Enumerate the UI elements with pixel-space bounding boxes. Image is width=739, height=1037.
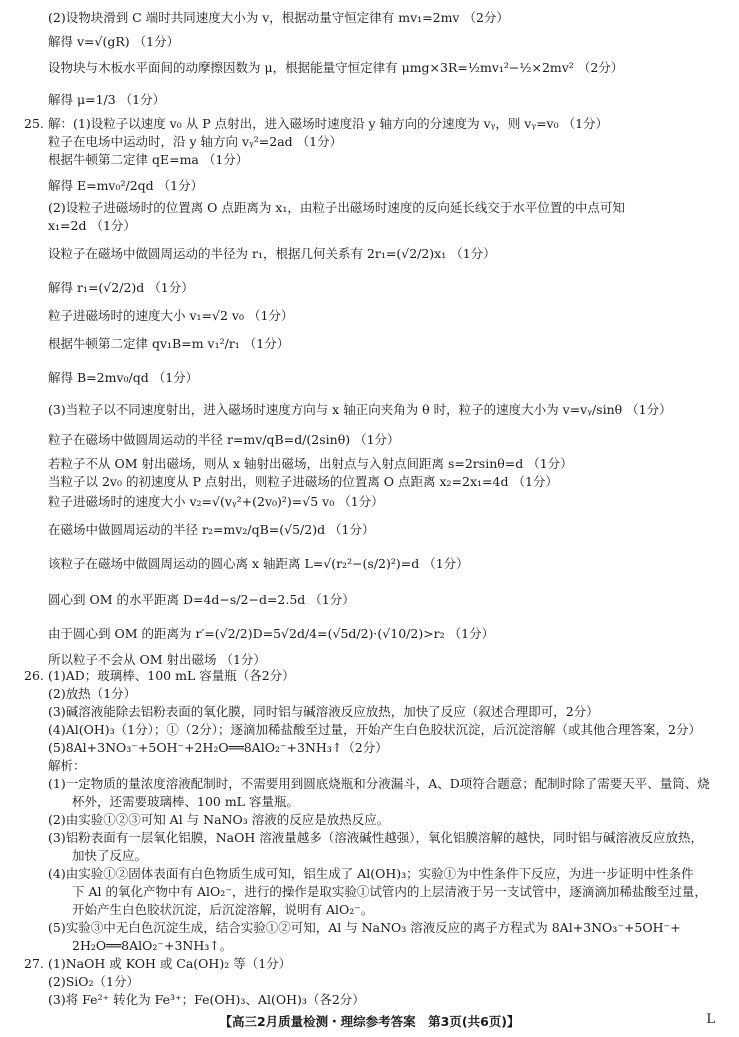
answer-line: x₁=2d （1分）: [48, 218, 136, 233]
answer-line: 开始产生白色胶状沉淀，后沉淀溶解，说明有 AlO₂⁻。: [72, 902, 374, 917]
answer-line: 下 Al 的氧化产物中有 AlO₂⁻，进行的操作是取实验①试管内的上层清液于另一支试管中，逐滴滴加稀盐酸至过量，: [72, 884, 707, 899]
answer-line: 解得 E=mv₀²/2qd （1分）: [48, 178, 204, 193]
answer-line: 杯外，还需要玻璃棒、100 mL 容量瓶。: [72, 794, 299, 809]
answer-line: 解得 r₁=(√2/2)d （1分）: [48, 280, 194, 295]
answer-line: 解析：: [48, 758, 86, 773]
answer-line: 粒子进磁场时的速度大小 v₁=√2 v₀ （1分）: [48, 308, 294, 323]
answer-line: (2)放热（1分）: [48, 686, 137, 701]
answer-line: (1)一定物质的量浓度溶液配制时，不需要用到圆底烧瓶和分液漏斗，A、D项符合题意；配制时除了需要天平、量筒、烧: [48, 776, 710, 791]
answer-line: (5)8Al+3NO₃⁻+5OH⁻+2H₂O══8AlO₂⁻+3NH₃↑（2分）: [48, 740, 388, 755]
answer-line: (3)当粒子以不同速度射出，进入磁场时速度方向与 x 轴正向夹角为 θ 时，粒子的速度大小为 v=vᵧ/sinθ （1分）: [48, 402, 672, 417]
answer-line: 所以粒子不会从 OM 射出磁场 （1分）: [48, 652, 266, 667]
answer-line: (3)碱溶液能除去铝粉表面的氧化膜，同时铝与碱溶液反应放热，加快了反应（叙述合理即可，2分）: [48, 704, 599, 719]
answer-line: (2)设粒子进磁场时的位置离 O 点距离为 x₁，由粒子出磁场时速度的反向延长线交于水平位置的中点可知: [48, 200, 625, 215]
answer-line: 粒子在电场中运动时，沿 y 轴方向 vᵧ²=2ad （1分）: [48, 134, 343, 149]
answer-line: 加快了反应。: [72, 848, 148, 863]
answer-line: (2)由实验①②③可知 Al 与 NaNO₃ 溶液的反应是放热反应。: [48, 812, 390, 827]
footer-mark: L: [706, 1012, 715, 1027]
answer-line: 当粒子以 2v₀ 的初速度从 P 点射出，则粒子进磁场的位置离 O 点距离 x₂=2x₁=4d （1分）: [48, 474, 558, 489]
answer-line: 粒子进磁场时的速度大小 v₂=√(vᵧ²+(2v₀)²)=√5 v₀ （1分）: [48, 494, 384, 509]
answer-line: (1)AD；玻璃棒、100 mL 容量瓶（各2分）: [48, 668, 295, 683]
question-number: 25.: [24, 116, 44, 131]
answer-line: 根据牛顿第二定律 qv₁B=m v₁²/r₁ （1分）: [48, 336, 290, 351]
answer-line: 由于圆心到 OM 的距离为 r′=(√2/2)D=5√2d/4=(√5d/2)·(√10/2)>r₂ （1分）: [48, 626, 495, 641]
answer-line: 根据牛顿第二定律 qE=ma （1分）: [48, 152, 249, 167]
answer-line: 解：(1)设粒子以速度 v₀ 从 P 点射出，进入磁场时速度沿 y 轴方向的分速度为 vᵧ，则 vᵧ=v₀ （1分）: [48, 116, 609, 131]
answer-line: (5)实验③中无白色沉淀生成，结合实验①②可知，Al 与 NaNO₃ 溶液反应的离子方程式为 8Al+3NO₃⁻+5OH⁻+: [48, 920, 681, 935]
answer-line: 解得 v=√(gR) （1分）: [48, 34, 180, 49]
answer-line: (1)NaOH 或 KOH 或 Ca(OH)₂ 等（1分）: [48, 956, 292, 971]
question-number: 26.: [24, 668, 44, 683]
answer-line: 设粒子在磁场中做圆周运动的半径为 r₁，根据几何关系有 2r₁=(√2/2)x₁ （1分）: [48, 246, 496, 261]
answer-line: 该粒子在磁场中做圆周运动的圆心离 x 轴距离 L=√(r₂²−(s/2)²)=d （1分）: [48, 556, 469, 571]
answer-line: 粒子在磁场中做圆周运动的半径 r=mv/qB=d/(2sinθ) （1分）: [48, 432, 400, 447]
question-number: 27.: [24, 956, 44, 971]
answer-line: 解得 B=2mv₀/qd （1分）: [48, 370, 199, 385]
answer-line: (2)SiO₂（1分）: [48, 974, 139, 989]
answer-line: 设物块与木板水平面间的动摩擦因数为 μ，根据能量守恒定律有 μmg×3R=½mv₁²−½×2mv² （2分）: [48, 60, 624, 75]
answer-line: (4)由实验①②固体表面有白色物质生成可知，铝生成了 Al(OH)₃；实验①为中性条件下反应，为进一步证明中性条件: [48, 866, 694, 881]
answer-line: 2H₂O══8AlO₂⁻+3NH₃↑。: [72, 938, 233, 953]
answer-line: (2)设物块滑到 C 端时共同速度大小为 v，根据动量守恒定律有 mv₁=2mv （2分）: [48, 10, 509, 25]
answer-line: 若粒子不从 OM 射出磁场，则从 x 轴射出磁场，出射点与入射点间距离 s=2rsinθ=d （1分）: [48, 456, 573, 471]
answer-line: 圆心到 OM 的水平距离 D=4d−s/2−d=2.5d （1分）: [48, 592, 355, 607]
answer-line: 解得 μ=1/3 （1分）: [48, 92, 166, 107]
answer-line: (4)Al(OH)₃（1分）；①（2分）；逐滴加稀盐酸至过量，开始产生白色胶状沉淀，后沉淀溶解（或其他合理答案，2分）: [48, 722, 702, 737]
answer-line: (3)将 Fe²⁺ 转化为 Fe³⁺；Fe(OH)₃、Al(OH)₃（各2分）: [48, 992, 365, 1007]
answer-line: 在磁场中做圆周运动的半径 r₂=mv₂/qB=(√5/2)d （1分）: [48, 522, 375, 537]
answer-line: (3)铝粉表面有一层氧化铝膜，NaOH 溶液量越多（溶液碱性越强），氧化铝膜溶解的越快，同时铝与碱溶液反应放热，: [48, 830, 703, 845]
page-footer: 【高三2月质量检测・理综参考答案 第3页(共6页)】: [219, 1014, 520, 1029]
